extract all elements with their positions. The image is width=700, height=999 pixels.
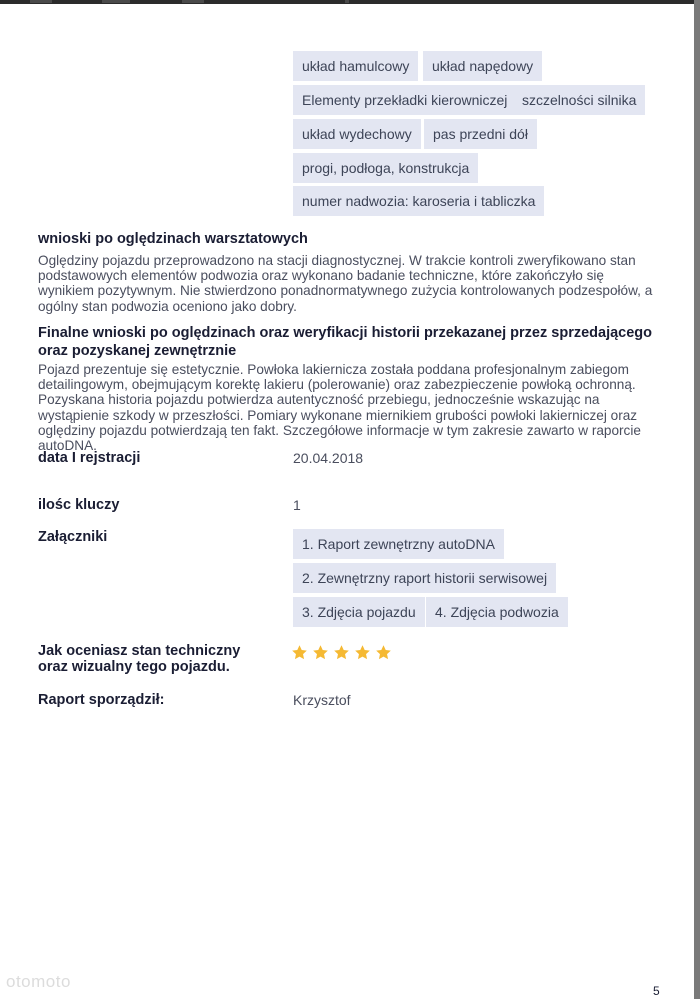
final-conclusions-text: Pojazd prezentuje się estetycznie. Powłoka lakiernicza została poddana profesjonalnym zabiegom detailingowym, obejmującym korektę lakieru (polerowanie) oraz zabezpieczenie powłoką ochronną. Pozyskana historia pojazdu potwierdza autentyczność przebiegu, jednocześnie wskazując na wystąpienie szkody w przeszłości. Pomiary wykonane miernikiem grubości powłoki lakierniczej oraz oględziny pojazdu potwierdzają ten fakt. Szczegółowe informacje w tym zakresie zawarto w raporcie autoDNA.	[38, 362, 641, 454]
star-icon	[354, 644, 371, 661]
chip-steering-gear: Elementy przekładki kierowniczej	[293, 85, 516, 115]
registration-date-value: 20.04.2018	[293, 450, 364, 466]
chip-drive-system: układ napędowy	[423, 51, 542, 81]
attachments-label: Załączniki	[38, 529, 108, 545]
document-page	[0, 4, 694, 999]
author-label: Raport sporządził:	[38, 692, 165, 708]
rating-question-label: Jak oceniasz stan techniczny oraz wizualny tego pojazdu.	[38, 643, 241, 675]
star-icon	[333, 644, 350, 661]
author-value: Krzysztof	[293, 692, 351, 708]
star-icon	[375, 644, 392, 661]
chip-front-lower-belt: pas przedni dół	[424, 119, 537, 149]
chip-sills-floor: progi, podłoga, konstrukcja	[293, 153, 478, 183]
attachment-vehicle-photos[interactable]: 3. Zdjęcia pojazdu	[293, 597, 425, 627]
keys-count-label: ilośc kluczy	[38, 497, 120, 513]
page-number: 5	[653, 984, 660, 998]
workshop-conclusions-heading: wnioski po oględzinach warsztatowych	[38, 231, 308, 247]
keys-count-value: 1	[293, 497, 301, 513]
registration-date-label: data I rejstracji	[38, 450, 141, 466]
watermark-logo: otomoto	[6, 972, 71, 991]
attachment-autodna-report[interactable]: 1. Raport zewnętrzny autoDNA	[293, 529, 504, 559]
chip-brake-system: układ hamulcowy	[293, 51, 418, 81]
rating-stars	[291, 644, 392, 661]
star-icon	[312, 644, 329, 661]
workshop-conclusions-text: Oględziny pojazdu przeprowadzono na stacji diagnostycznej. W trakcie kontroli zweryfikowano stan podstawowych elementów podwozia oraz wykonano badanie techniczne, które zakończyło się wynikiem pozytywnym. Nie stwierdzono ponadnormatywnego zużycia kontrolowanych podzespołów, a ogólny stan podwozia oceniono jako dobry.	[38, 253, 653, 314]
chip-vin-body-plate: numer nadwozia: karoseria i tabliczka	[293, 186, 544, 216]
chip-engine-tightness: szczelności silnika	[513, 85, 645, 115]
star-icon	[291, 644, 308, 661]
attachment-chassis-photos[interactable]: 4. Zdjęcia podwozia	[426, 597, 568, 627]
viewer-right-edge	[694, 0, 700, 999]
final-conclusions-heading: Finalne wnioski po oględzinach oraz weryfikacji historii przekazanej przez sprzedającego oraz pozyskanej zewnętrznie	[38, 325, 653, 359]
attachment-service-history-report[interactable]: 2. Zewnętrzny raport historii serwisowej	[293, 563, 556, 593]
chip-exhaust-system: układ wydechowy	[293, 119, 421, 149]
